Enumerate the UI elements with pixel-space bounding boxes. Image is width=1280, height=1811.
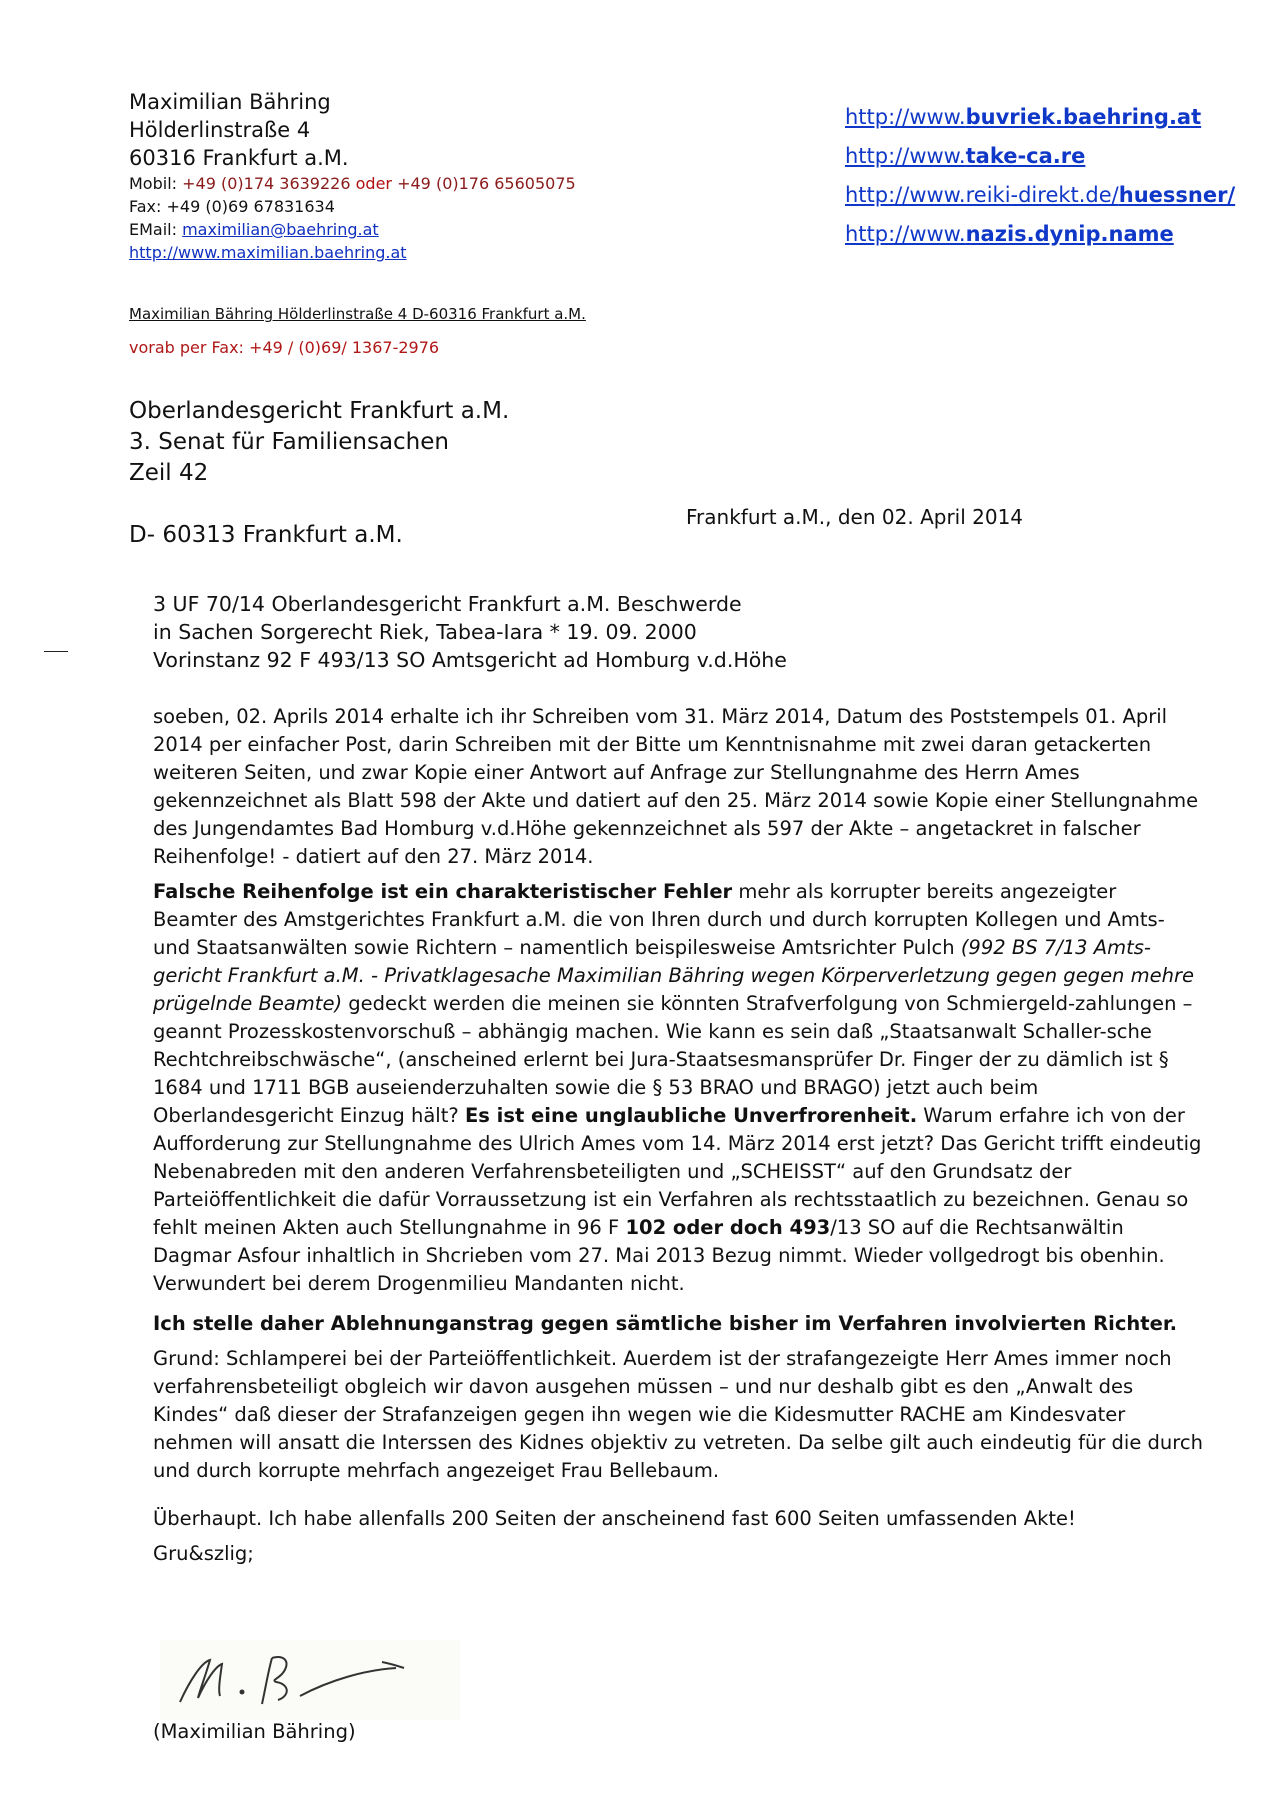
subject-line-1: 3 UF 70/14 Oberlandesgericht Frankfurt a.M. Beschwerde	[153, 592, 742, 616]
mobil-number-1: +49 (0)174 3639226	[182, 174, 351, 193]
mobil-label: Mobil:	[129, 174, 178, 193]
recipient-line-2: 3. Senat für Familiensachen	[129, 429, 449, 455]
link-take-care[interactable]: http://www.take-ca.re	[845, 144, 1086, 168]
sender-fax	[129, 195, 576, 218]
link-nazis-dynip[interactable]: http://www.nazis.dynip.name	[845, 222, 1174, 246]
link-reiki[interactable]: http://www.reiki-direkt.de/huessner/	[845, 183, 1236, 207]
link-buvriek[interactable]: http://www.buvriek.baehring.at	[845, 105, 1202, 129]
sender-email	[129, 218, 576, 241]
sender-mobile	[129, 172, 576, 195]
website-link[interactable]: http://www.maximilian.baehring.at	[129, 243, 407, 262]
paragraph-4: Grund: Schlamperei bei der Parteiöffentlichkeit. Auerdem ist der strafangezeigte Herr Ames immer noch verfahrensbeteiligt obgleich wir davon ausgehen müssen – und nur deshalb gibt es den „Anwalt des Kindes“ daß dieser der Strafanzeigen gegen ihn wegen wie die Kidesmutter RACHE am Kindesvater nehmen will ansatt die Interssen des Kidnes objektiv zu vetreten. Da selbe gilt auch eindeutig für die durch und durch korrupte mehrfach angezeiget Frau Bellebaum.	[153, 1347, 1203, 1482]
subject-block	[153, 590, 787, 674]
signature-image	[160, 1640, 460, 1720]
mobil-number-2: +49 (0)176 65605075	[397, 174, 576, 193]
letter-body	[153, 703, 1203, 1575]
recipient-line-1: Oberlandesgericht Frankfurt a.M.	[129, 398, 510, 424]
subject-line-2: in Sachen Sorgerecht Riek, Tabea-Iara * 19. 09. 2000	[153, 620, 697, 644]
header-links	[845, 98, 1235, 254]
sender-name: Maximilian Bähring	[129, 90, 331, 114]
mobil-oder: oder	[355, 174, 392, 193]
paragraph-5: Überhaupt. Ich habe allenfalls 200 Seiten der anscheinend fast 600 Seiten umfassenden Akte!	[153, 1507, 1076, 1530]
paragraph-1: soeben, 02. Aprils 2014 erhalte ich ihr Schreiben vom 31. März 2014, Datum des Poststempels 01. April 2014 per einfacher Post, darin Schreiben mit der Bitte um Kenntnisnahme mit zwei daran getackerten weiteren Seiten, und zwar Kopie einer Antwort auf Anfrage zur Stellungnahme des Herrn Ames gekennzeichnet als Blatt 598 der Akte und datiert auf den 25. März 2014 sowie Kopie einer Stellungnahme des Jungendamtes Bad Homburg v.d.Höhe gekennzeichnet als 597 der Akte – angetackret in falscher Reihenfolge! - datiert auf den 27. März 2014.	[153, 705, 1199, 868]
recipient-city: D- 60313 Frankfurt a.M.	[129, 522, 403, 548]
paragraph-3: Ich stelle daher Ablehnunganstrag gegen sämtliche bisher im Verfahren involvierten Richter.	[153, 1312, 1178, 1335]
margin-mark	[44, 651, 68, 652]
email-label: EMail:	[129, 220, 177, 239]
fax-line: vorab per Fax: +49 / (0)69/ 1367-2976	[129, 338, 440, 357]
recipient-line-3: Zeil 42	[129, 460, 209, 486]
fax-label: Fax:	[129, 197, 162, 216]
sender-city: 60316 Frankfurt a.M.	[129, 146, 349, 170]
sender-block	[129, 88, 576, 264]
sender-street: Hölderlinstraße 4	[129, 118, 311, 142]
paragraph-2: Falsche Reihenfolge ist ein charakteristischer Fehler mehr als korrupter bereits angezeigter Beamter des Amstgerichtes Frankfurt a.M. die von Ihren durch und durch korrupten Kollegen und Amts- und Staatsanwälten sowie Richtern – namentlich beispilesweise Amtsrichter Pulch (992 BS 7/13 Amts-gericht Frankfurt a.M. - Privatklagesache Maximilian Bähring wegen Körperverletzung gegen gegen mehre prügelnde Beamte) gedeckt werden die meinen sie könnten Strafverfolgung von Schmiergeld-zahlungen – geannt Prozesskostenvorschuß – abhängig machen. Wie kann es sein daß „Staatsanwalt Schaller-sche Rechtchreibschwäsche“, (anscheined erlernt bei Jura-Staatsesmansprüfer Dr. Finger der zu dämlich ist § 1684 und 1711 BGB auseienderzuhalten sowie die § 53 BRAO und BRAGO) jetzt auch beim Oberlandesgericht Einzug hält? Es ist eine unglaubliche Unverfrorenheit. Warum erfahre ich von der Aufforderung zur Stellungnahme des Ulrich Ames vom 14. März 2014 erst jetzt? Das Gericht trifft eindeutig Nebenabreden mit den anderen Verfahrensbeteiligten und „SCHEISST“ auf den Grundsatz der Parteiöffentlichkeit die dafür Vorraussetzung ist ein Verfahren als rechtsstaatlich zu bezeichnen. Genau so fehlt meinen Akten auch Stellungnahme in 96 F 102 oder doch 493/13 SO auf die Rechtsanwältin Dagmar Asfour inhaltlich in Shcrieben vom 27. Mai 2013 Bezug nimmt. Wieder vollgedrogt bis obenhin. Verwundert bei derem Drogenmilieu Mandanten nicht.	[153, 880, 1202, 1295]
sender-website	[129, 241, 576, 264]
email-link[interactable]: maximilian@baehring.at	[182, 220, 379, 239]
recipient-block	[129, 396, 509, 489]
subject-line-3: Vorinstanz 92 F 493/13 SO Amtsgericht ad Homburg v.d.Höhe	[153, 648, 787, 672]
fax-number: +49 (0)69 67831634	[166, 197, 335, 216]
greeting: Gru&szlig;	[153, 1542, 254, 1565]
letter-date: Frankfurt a.M., den 02. April 2014	[686, 505, 1024, 529]
signature-name: (Maximilian Bähring)	[153, 1720, 356, 1743]
return-address: Maximilian Bähring Hölderlinstraße 4 D-60316 Frankfurt a.M.	[129, 305, 586, 323]
